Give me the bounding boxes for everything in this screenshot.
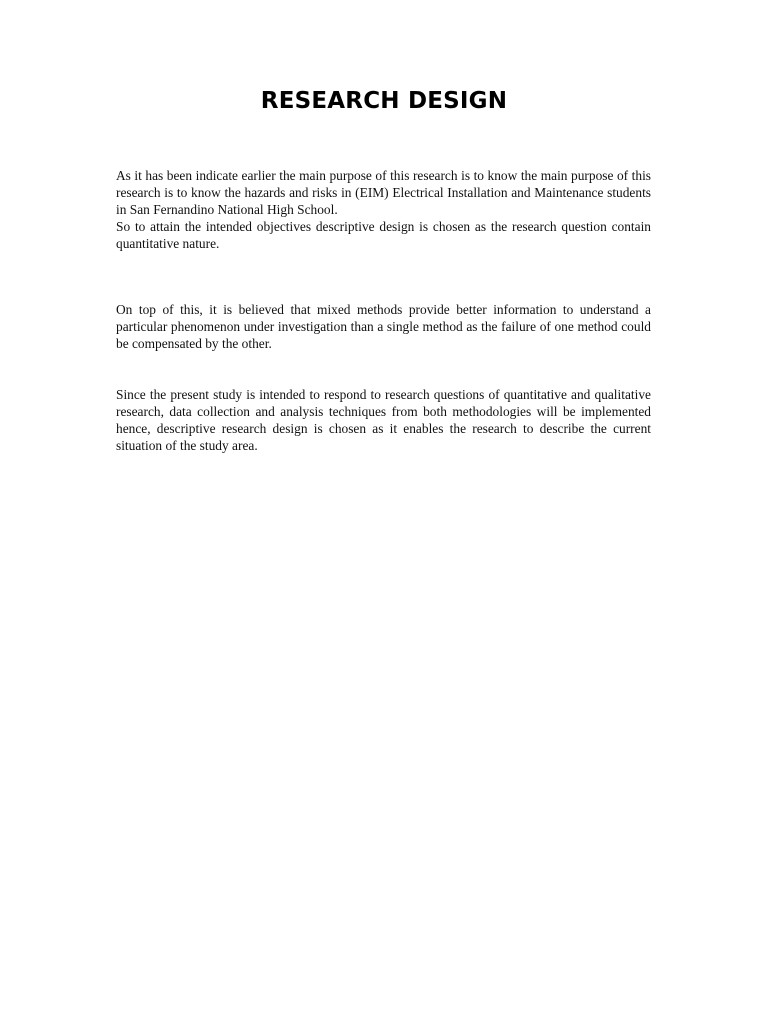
paragraph-descriptive-design (116, 386, 651, 454)
paragraph-text: On top of this, it is believed that mixed methods provide better information to understand a particular phenomenon under investigation than a single method as the failure of one method could be compensated by the other. (116, 302, 651, 351)
paragraph-text: Since the present study is intended to respond to research questions of quantitative and qualitative research, data collection and analysis techniques from both methodologies will be implemented hence, descriptive research design is chosen as it enables the research to describe the current situation of the study area. (116, 387, 651, 453)
paragraph-purpose (116, 167, 651, 252)
paragraph-mixed-methods (116, 301, 651, 352)
paragraph-text: As it has been indicate earlier the main purpose of this research is to know the main purpose of this research is to know the hazards and risks in (EIM) Electrical Installation and Maintenance students in San Fernandino National High School. (116, 168, 651, 217)
paragraph-text: So to attain the intended objectives descriptive design is chosen as the research question contain quantitative nature. (116, 219, 651, 251)
page-title: RESEARCH DESIGN (260, 88, 508, 114)
